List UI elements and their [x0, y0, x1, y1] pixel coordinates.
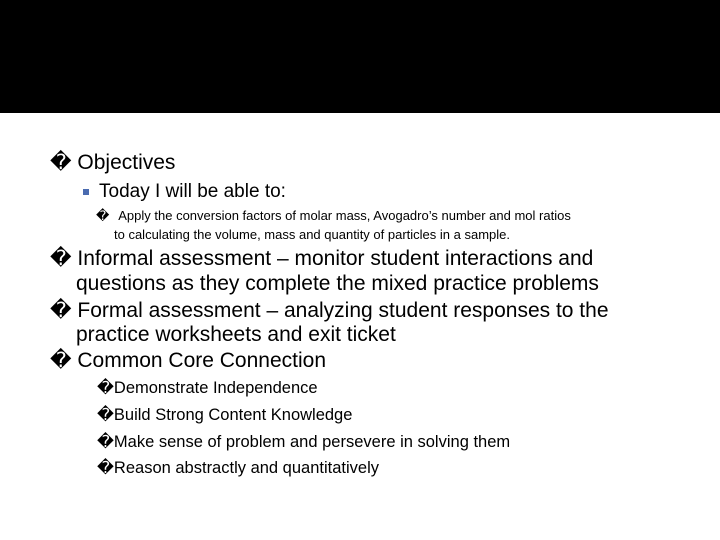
common-core-item-4: �Reason abstractly and quantitatively — [97, 458, 379, 477]
title-bar — [0, 0, 720, 113]
bullet-icon: � — [96, 209, 110, 224]
objectives-label: Objectives — [77, 151, 176, 174]
common-core-item — [50, 348, 326, 373]
detail-line-2: to calculating the volume, mass and quantity of particles in a sample. — [114, 227, 510, 242]
square-bullet-icon — [83, 189, 89, 195]
informal-line-1: Informal assessment – monitor student interactions and — [77, 247, 594, 270]
common-core-item-1: �Demonstrate Independence — [97, 378, 318, 397]
bullet-icon: � — [50, 150, 72, 174]
sub-objective-item — [83, 181, 286, 203]
bullet-icon: � — [50, 298, 72, 322]
bullet-icon: � — [50, 246, 72, 270]
formal-assessment-item — [50, 298, 609, 323]
objectives-item — [50, 150, 175, 175]
informal-assessment-item — [50, 246, 593, 271]
common-core-item-2: �Build Strong Content Knowledge — [97, 405, 353, 424]
bullet-icon: � — [97, 405, 114, 424]
detail-line-1: Apply the conversion factors of molar mass, Avogadro’s number and mol ratios — [118, 208, 571, 223]
sub-objective-label: Today I will be able to: — [99, 181, 286, 202]
bullet-icon: � — [97, 378, 114, 397]
bullet-icon: � — [97, 458, 114, 477]
informal-line-2: questions as they complete the mixed practice problems — [76, 272, 599, 295]
formal-line-1: Formal assessment – analyzing student responses to the — [77, 299, 609, 322]
common-core-label: Common Core Connection — [77, 349, 327, 372]
common-core-item-3: �Make sense of problem and persevere in solving them — [97, 432, 511, 451]
bullet-icon: � — [97, 432, 114, 451]
bullet-icon: � — [50, 348, 72, 372]
detail-item — [96, 208, 571, 224]
formal-line-2: practice worksheets and exit ticket — [76, 323, 396, 346]
